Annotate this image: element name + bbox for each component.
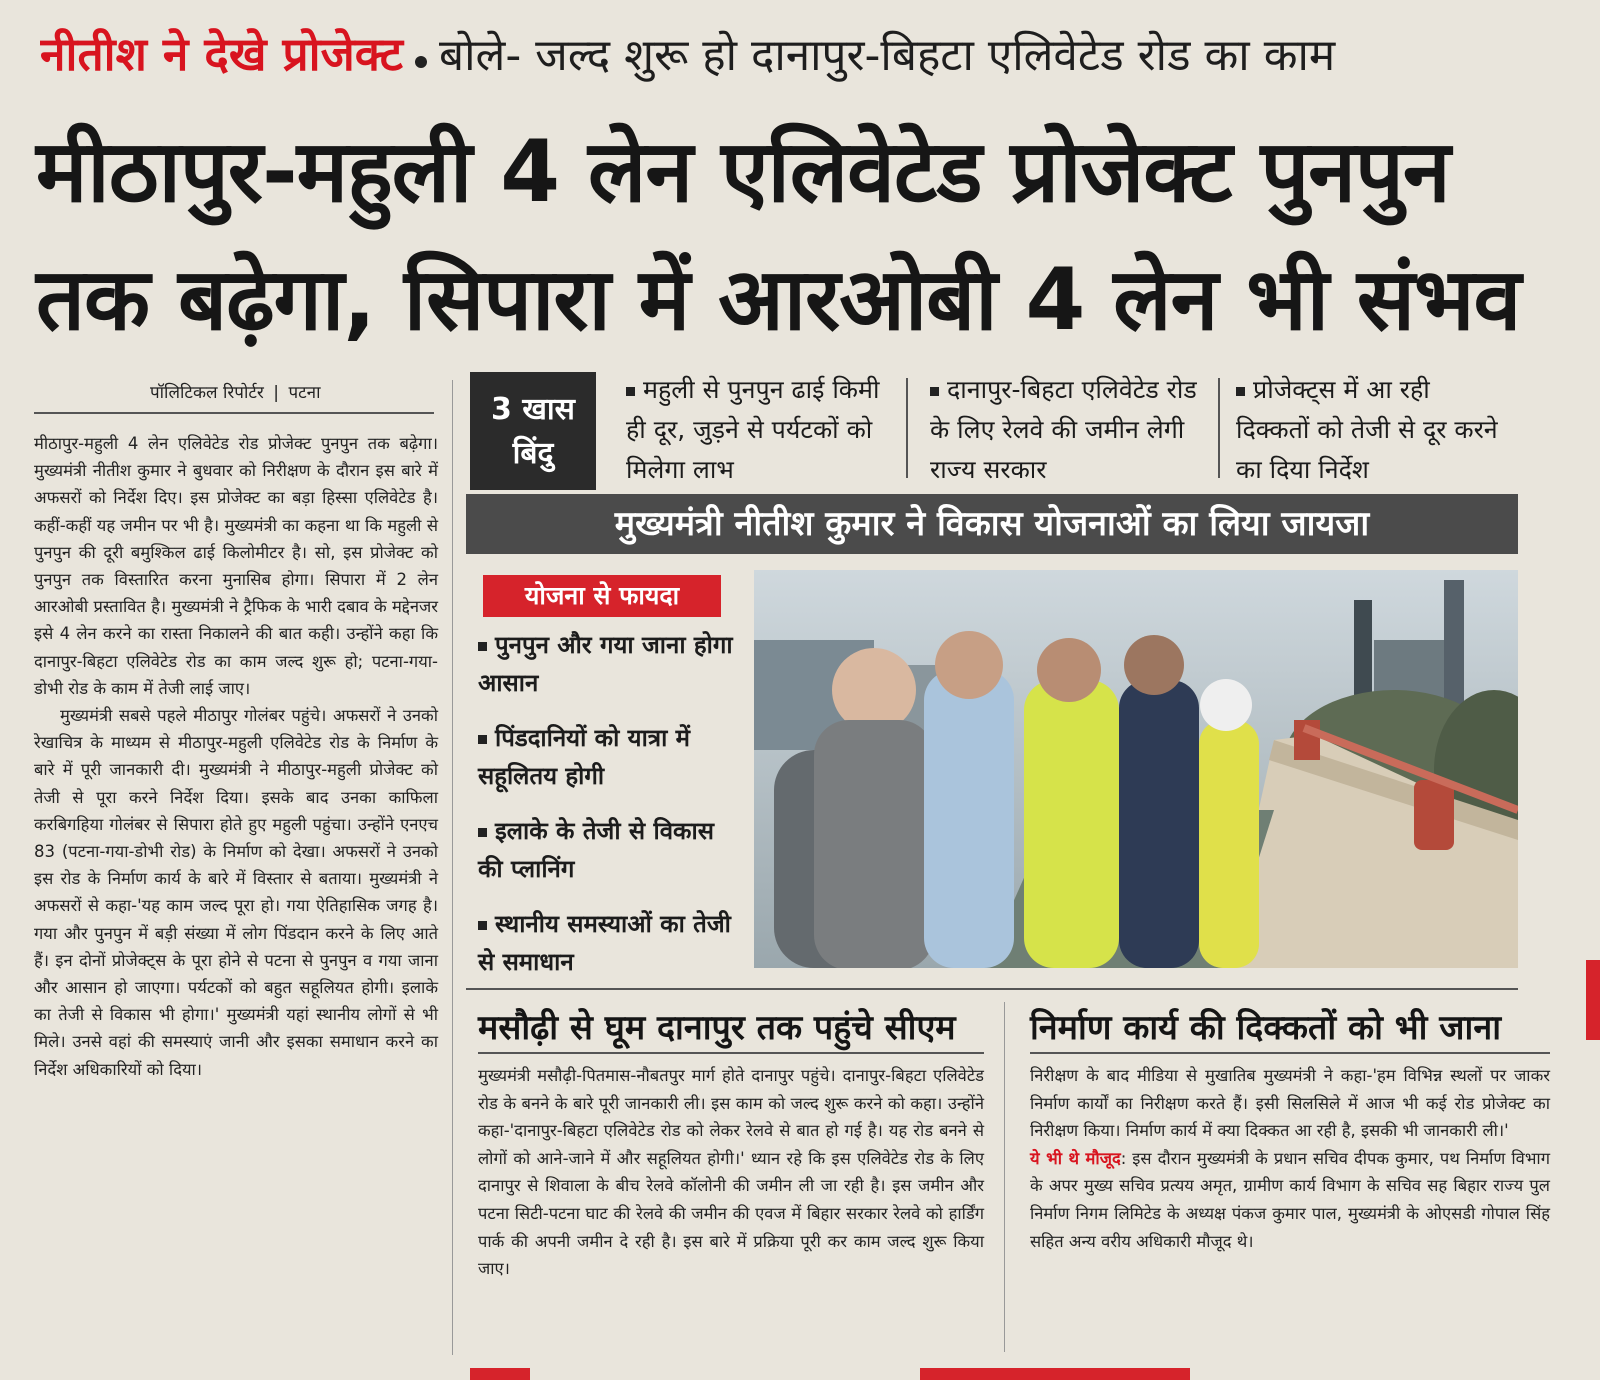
left-paragraph-2: मुख्यमंत्री सबसे पहले मीठापुर गोलंबर पहुंचे। अफसरों ने उनको रेखाचित्र के माध्यम से मीठापुर-महुली एलिवेटेड रोड के निर्माण के बारे में पूरी जानकारी दी। मुख्यमंत्री ने मीठापुर-महुली प्रोजेक्ट को तेजी से पूरा करने निर्देश दिया। इसके बाद उनका काफिला करबिगहिया गोलंबर से सिपारा होते हुए महुली पहुंचा। उन्होंने एनएच 83 (पटना-गया-डोभी रोड) के निर्माण को देखा। अफसरों ने उनको इस रोड के निर्माण कार्य के बारे में विस्तार से बताया। मुख्यमंत्री ने अफसरों से कहा-'यह काम जल्द पूरा हो। गया ऐतिहासिक जगह है। गया और पुनपुन में बड़ी संख्या में लोग पिंडदान करने के लिए आते हैं। इन दोनों प्रोजेक्ट्स के पूरा होने से पटना से पुनपुन व गया जाना और आसान हो जाएगा। पर्यटकों को बहुत सहूलियत होगी। इलाके का तेजी से विकास भी होगा।' मुख्यमंत्री यहां स्थानीय लोगों से भी मिले। उनसे वहां की समस्याएं जानी और इसका समाधान करने का निर्देश अधिकारियों को दिया। xyxy=(34,706,438,1079)
key-point-2 xyxy=(930,370,1210,490)
benefit-item-text: स्थानीय समस्याओं का तेजी से समाधान xyxy=(478,910,731,976)
kicker-subtext: बोले- जल्द शुरू हो दानापुर-बिहटा एलिवेटेड रोड का काम xyxy=(438,30,1336,81)
right-article-headline: निर्माण कार्य की दिक्कतों को भी जाना xyxy=(1030,1008,1501,1048)
square-bullet-icon xyxy=(478,921,487,930)
square-bullet-icon xyxy=(1236,387,1245,396)
mid-article-text: मुख्यमंत्री मसौढ़ी-पितमास-नौबतपुर मार्ग होते दानापुर पहुंचे। दानापुर-बिहटा एलिवेटेड रोड के बनने के बारे पूरी जानकारी ली। इस काम को जल्द शुरू करने को कहा। उन्होंने कहा-'दानापुर-बिहटा एलिवेटेड रोड को लेकर रेलवे से बात हो गई है। यह रोड बनने से लोगों को आने-जाने में और सहूलियत होगी।' ध्यान रहे कि इस एलिवेटेड रोड के लिए दानापुर से शिवाला के बीच रेलवे कॉलोनी की जमीन ली जा रही है। इस जमीन और पटना सिटी-पटना घाट की रेलवे की जमीन की एवज में बिहार सरकार रेलवे को हार्डिंग पार्क की अपनी जमीन दे रही है। इस बारे में प्रक्रिया पूरी कर काम जल्द शुरू किया जाए। xyxy=(478,1066,984,1279)
headline-line-1: मीठापुर-महुली 4 लेन एलिवेटेड प्रोजेक्ट पुनपुन xyxy=(36,122,1450,222)
key-points-label-line-2: बिंदु xyxy=(512,436,554,471)
left-article-body xyxy=(34,430,438,1083)
benefit-item xyxy=(478,905,736,981)
mid-article-body xyxy=(478,1062,984,1283)
edge-red-mark xyxy=(1586,960,1600,1040)
key-point-separator xyxy=(1218,378,1220,478)
key-points-label-line-1: 3 खास xyxy=(491,392,575,427)
benefit-item-text: पिंडदानियों को यात्रा में सहूलितय होगी xyxy=(478,724,690,790)
square-bullet-icon xyxy=(626,387,635,396)
benefit-item xyxy=(478,626,736,702)
key-point-3-text: प्रोजेक्ट्स में आ रही दिक्कतों को तेजी से दूर करने का दिया निर्देश xyxy=(1236,375,1498,484)
present-officials-label: ये भी थे मौजूद xyxy=(1030,1148,1121,1168)
right-article-rule xyxy=(1030,1052,1550,1054)
byline-rule xyxy=(34,412,434,414)
right-article-body xyxy=(1030,1062,1550,1255)
square-bullet-icon xyxy=(478,735,487,744)
benefit-item xyxy=(478,812,736,888)
column-divider-bottom xyxy=(1004,1002,1005,1352)
right-article-text: निरीक्षण के बाद मीडिया से मुखातिब मुख्यमंत्री ने कहा-'हम विभिन्न स्थलों पर जाकर निर्माण कार्यों का निरीक्षण करते हैं। इसी सिलसिले में आज भी कई रोड प्रोजेक्ट का निरीक्षण किया। निर्माण कार्य में क्या दिक्कत आ रही है, इसकी भी जानकारी ली।' xyxy=(1030,1066,1550,1141)
edge-red-mark xyxy=(470,1368,530,1380)
bullet-dot-icon xyxy=(415,56,427,68)
inspection-photo-illustration xyxy=(754,570,1518,968)
key-points-label xyxy=(470,372,596,490)
edge-red-mark xyxy=(920,1368,1190,1380)
byline-city: पटना xyxy=(288,383,321,403)
key-point-2-text: दानापुर-बिहटा एलिवेटेड रोड के लिए रेलवे की जमीन लेगी राज्य सरकार xyxy=(930,375,1197,484)
benefit-item-text: पुनपुन और गया जाना होगा आसान xyxy=(478,631,733,697)
kicker-line xyxy=(40,22,1560,88)
square-bullet-icon xyxy=(478,828,487,837)
benefit-item-text: इलाके के तेजी से विकास की प्लानिंग xyxy=(478,817,714,883)
column-divider-left xyxy=(452,380,453,1355)
headline-line-2: तक बढ़ेगा, सिपारा में आरओबी 4 लेन भी संभव xyxy=(36,250,1521,350)
mid-article-rule xyxy=(478,1052,984,1054)
byline-reporter: पॉलिटिकल रिपोर्टर xyxy=(150,383,264,403)
column-divider-top xyxy=(466,988,1518,990)
key-point-3 xyxy=(1236,370,1506,490)
key-point-separator xyxy=(906,378,908,478)
key-point-1 xyxy=(626,370,888,490)
kicker-red-text: नीतीश ने देखे प्रोजेक्ट xyxy=(40,27,403,81)
square-bullet-icon xyxy=(930,387,939,396)
present-officials-text: : इस दौरान मुख्यमंत्री के प्रधान सचिव दीपक कुमार, पथ निर्माण विभाग के अपर मुख्य सचिव प्रत्यय अमृत, ग्रामीण कार्य विभाग के सचिव सह बिहार राज्य पुल निर्माण निगम लिमिटेड के अध्यक्ष पंकज कुमार पाल, मुख्यमंत्री के ओएसडी गोपाल सिंह सहित अन्य वरीय अधिकारी मौजूद थे। xyxy=(1030,1148,1550,1251)
benefits-list xyxy=(478,626,736,998)
mid-article-headline: मसौढ़ी से घूम दानापुर तक पहुंचे सीएम xyxy=(478,1008,956,1048)
main-headline xyxy=(36,108,1556,364)
byline: पॉलिटिकल रिपोर्टर | पटना xyxy=(150,383,321,403)
inspection-photo xyxy=(754,570,1518,968)
square-bullet-icon xyxy=(478,642,487,651)
benefit-item xyxy=(478,719,736,795)
benefits-tag: योजना से फायदा xyxy=(483,575,721,617)
section-banner: मुख्यमंत्री नीतीश कुमार ने विकास योजनाओं का लिया जायजा xyxy=(466,494,1518,554)
key-point-1-text: महुली से पुनपुन ढाई किमी ही दूर, जुड़ने से पर्यटकों को मिलेगा लाभ xyxy=(626,375,880,484)
left-paragraph-1: मीठापुर-महुली 4 लेन एलिवेटेड रोड प्रोजेक्ट पुनपुन तक बढ़ेगा। मुख्यमंत्री नीतीश कुमार ने बुधवार को निरीक्षण के दौरान इस बारे में अफसरों को निर्देश दिए। इस प्रोजेक्ट का बड़ा हिस्सा एलिवेटेड है। कहीं-कहीं यह जमीन पर भी है। मुख्यमंत्री का कहना था कि महुली से पुनपुन की दूरी बमुश्किल ढाई किलोमीटर है। सो, इस प्रोजेक्ट को पुनपुन तक विस्तारित करना मुनासिब होगा। सिपारा में 2 लेन आरओबी प्रस्तावित है। मुख्यमंत्री ने ट्रैफिक के भारी दबाव के मद्देनजर इसे 4 लेन करने का रास्ता निकालने की बात कही। उन्होंने कहा कि दानापुर-बिहटा एलिवेटेड रोड का काम जल्द शुरू हो; पटना-गया-डोभी रोड के काम में तेजी लाई जाए। xyxy=(34,434,438,698)
